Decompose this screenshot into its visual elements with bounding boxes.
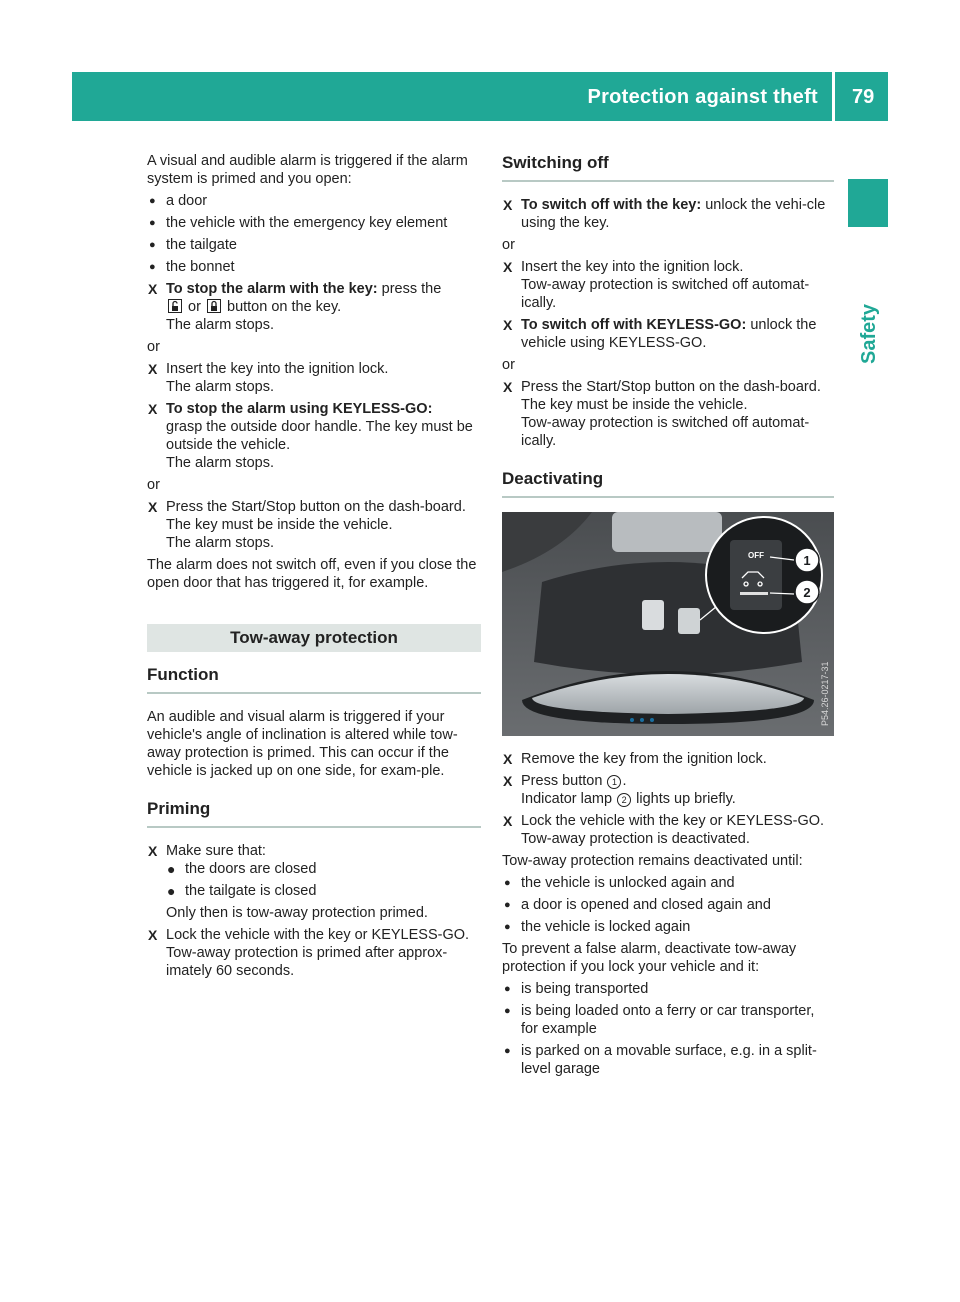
list-item: ● the tailgate [149,237,237,253]
subheading-priming: Priming [147,798,481,828]
instruction-step: X Press button 1 . Indicator lamp 2 lights up briefly. [503,773,736,807]
page-header [72,72,888,121]
bullet-icon: ● [167,883,176,899]
page-title: Protection against theft [587,86,818,108]
list-item: ● the vehicle is unlocked again and [504,875,735,891]
intro-text: A visual and audible alarm is triggered if the alarm system is primed and you open: [147,153,468,187]
header-divider [832,72,835,121]
callout-number-1: 1 [803,553,811,568]
step-arrow-icon: X [503,813,513,829]
page-number: 79 [852,86,875,108]
bullet-icon: ● [149,217,156,229]
or-text: or [147,339,160,355]
instruction-step: X Make sure that: ● the doors are closed ● the tailgate is closed Only then is tow-away protection primed. [147,842,481,922]
step-title: To switch off with KEYLESS-GO: [521,317,747,333]
unlock-button-icon [168,299,182,313]
bullet-icon: ● [149,239,156,251]
side-tab-marker [848,179,888,227]
until-text: Tow-away protection remains deactivated until: [502,853,803,869]
console-button [678,608,700,634]
bullet-icon: ● [504,1005,511,1017]
bullet-icon: ● [149,261,156,273]
bullet-icon: ● [149,195,156,207]
subheading-deactivating: Deactivating [502,468,834,498]
instruction-step: X Press the Start/Stop button on the dash-board. The key must be inside the vehicle. Tow-away protection is switched off automat-ically. [503,379,821,449]
bullet-icon: ● [504,921,511,933]
list-item: ● the tailgate is closed [167,883,317,899]
step-arrow-icon: X [148,401,158,417]
until-bullet-list [502,874,834,936]
side-tab-label: Safety [858,303,880,365]
mirror-indicator [650,718,654,722]
step-title: To switch off with the key: [521,197,702,213]
off-label: OFF [748,551,764,560]
callout-badge-2: 2 [617,793,631,807]
closing-text: The alarm does not switch off, even if you close the open door that has triggered it, for example. [147,557,477,591]
instruction-step: X Remove the key from the ignition lock. [503,751,767,767]
subheading-switching-off: Switching off [502,152,834,182]
intro-bullet-list [147,192,481,276]
or-text: or [147,477,160,493]
step-arrow-icon: X [503,751,513,767]
bullet-icon: ● [504,983,511,995]
subheading-function: Function [147,664,481,694]
step-arrow-icon: X [503,379,513,395]
bullet-icon: ● [504,899,511,911]
section-heading-tow-away: Tow-away protection [147,624,481,652]
indicator-lamp [740,592,768,595]
step-title: To stop the alarm using KEYLESS-GO: [166,401,433,417]
step-arrow-icon: X [503,259,513,275]
step-arrow-icon: X [503,317,513,333]
lock-button-icon [207,299,221,313]
step-title: To stop the alarm with the key: [166,281,378,297]
mirror-indicator [640,718,644,722]
overhead-control-panel-image [502,512,834,736]
instruction-step: X To stop the alarm with the key: press the or button on the key. The alarm stops. [148,281,442,333]
list-item: ● the doors are closed [167,861,317,877]
list-item: ● a door is opened and closed again and [504,897,771,913]
list-item: ● is parked on a movable surface, e.g. in a split-level garage [504,1043,817,1077]
step-arrow-icon: X [148,927,158,943]
console-button [642,600,664,630]
list-item: ● is being loaded onto a ferry or car transporter, for example [504,1003,815,1037]
prevent-text: To prevent a false alarm, deactivate tow-away protection if you lock your vehicle and it: [502,941,797,975]
instruction-step: X To switch off with the key: unlock the vehi-cle using the key. [503,197,826,231]
or-text: or [502,357,515,373]
instruction-step: X Press the Start/Stop button on the dash-board. The key must be inside the vehicle. The alarm stops. [148,499,466,551]
or-text: or [502,237,515,253]
right-column [502,152,834,1082]
instruction-step: X Insert the key into the ignition lock. Tow-away protection is switched off automat-ically. [503,259,810,311]
list-item: ● the bonnet [149,259,235,275]
list-item: ● a door [149,193,208,209]
list-item: ● the vehicle is locked again [504,919,691,935]
bullet-icon: ● [504,877,511,889]
bullet-icon: ● [504,1045,511,1057]
console-upper [612,512,722,552]
mirror-indicator [630,718,634,722]
function-text: An audible and visual alarm is triggered if your vehicle's angle of inclination is altered while tow-away protection is primed. This can occur if the vehicle is jacked up on one side, for exam-ple. [147,709,458,779]
instruction-step: X To stop the alarm using KEYLESS-GO: grasp the outside door handle. The key must be outside the vehicle. The alarm stops. [148,401,473,471]
step-arrow-icon: X [148,843,158,859]
step-arrow-icon: X [148,361,158,377]
priming-bullet-list [166,860,481,900]
step-arrow-icon: X [148,499,158,515]
instruction-step: X Lock the vehicle with the key or KEYLESS-GO. Tow-away protection is primed after approx-imately 60 seconds. [148,927,470,979]
list-item: ● the vehicle with the emergency key element [149,215,448,231]
callout-badge-1: 1 [607,775,621,789]
overhead-panel-illustration [502,512,834,736]
instruction-step: X Insert the key into the ignition lock. The alarm stops. [148,361,389,395]
bullet-icon: ● [167,861,176,877]
left-column [147,152,481,984]
callout-number-2: 2 [803,585,811,600]
instruction-step: X To switch off with KEYLESS-GO: unlock the vehicle using KEYLESS-GO. [503,317,817,351]
step-arrow-icon: X [503,197,513,213]
step-arrow-icon: X [503,773,513,789]
instruction-step: X Lock the vehicle with the key or KEYLESS-GO. Tow-away protection is deactivated. [503,813,825,847]
list-item: ● is being transported [504,981,649,997]
step-arrow-icon: X [148,281,158,297]
prevent-bullet-list [502,980,834,1078]
image-code: P54.26-0217-31 [820,661,830,726]
